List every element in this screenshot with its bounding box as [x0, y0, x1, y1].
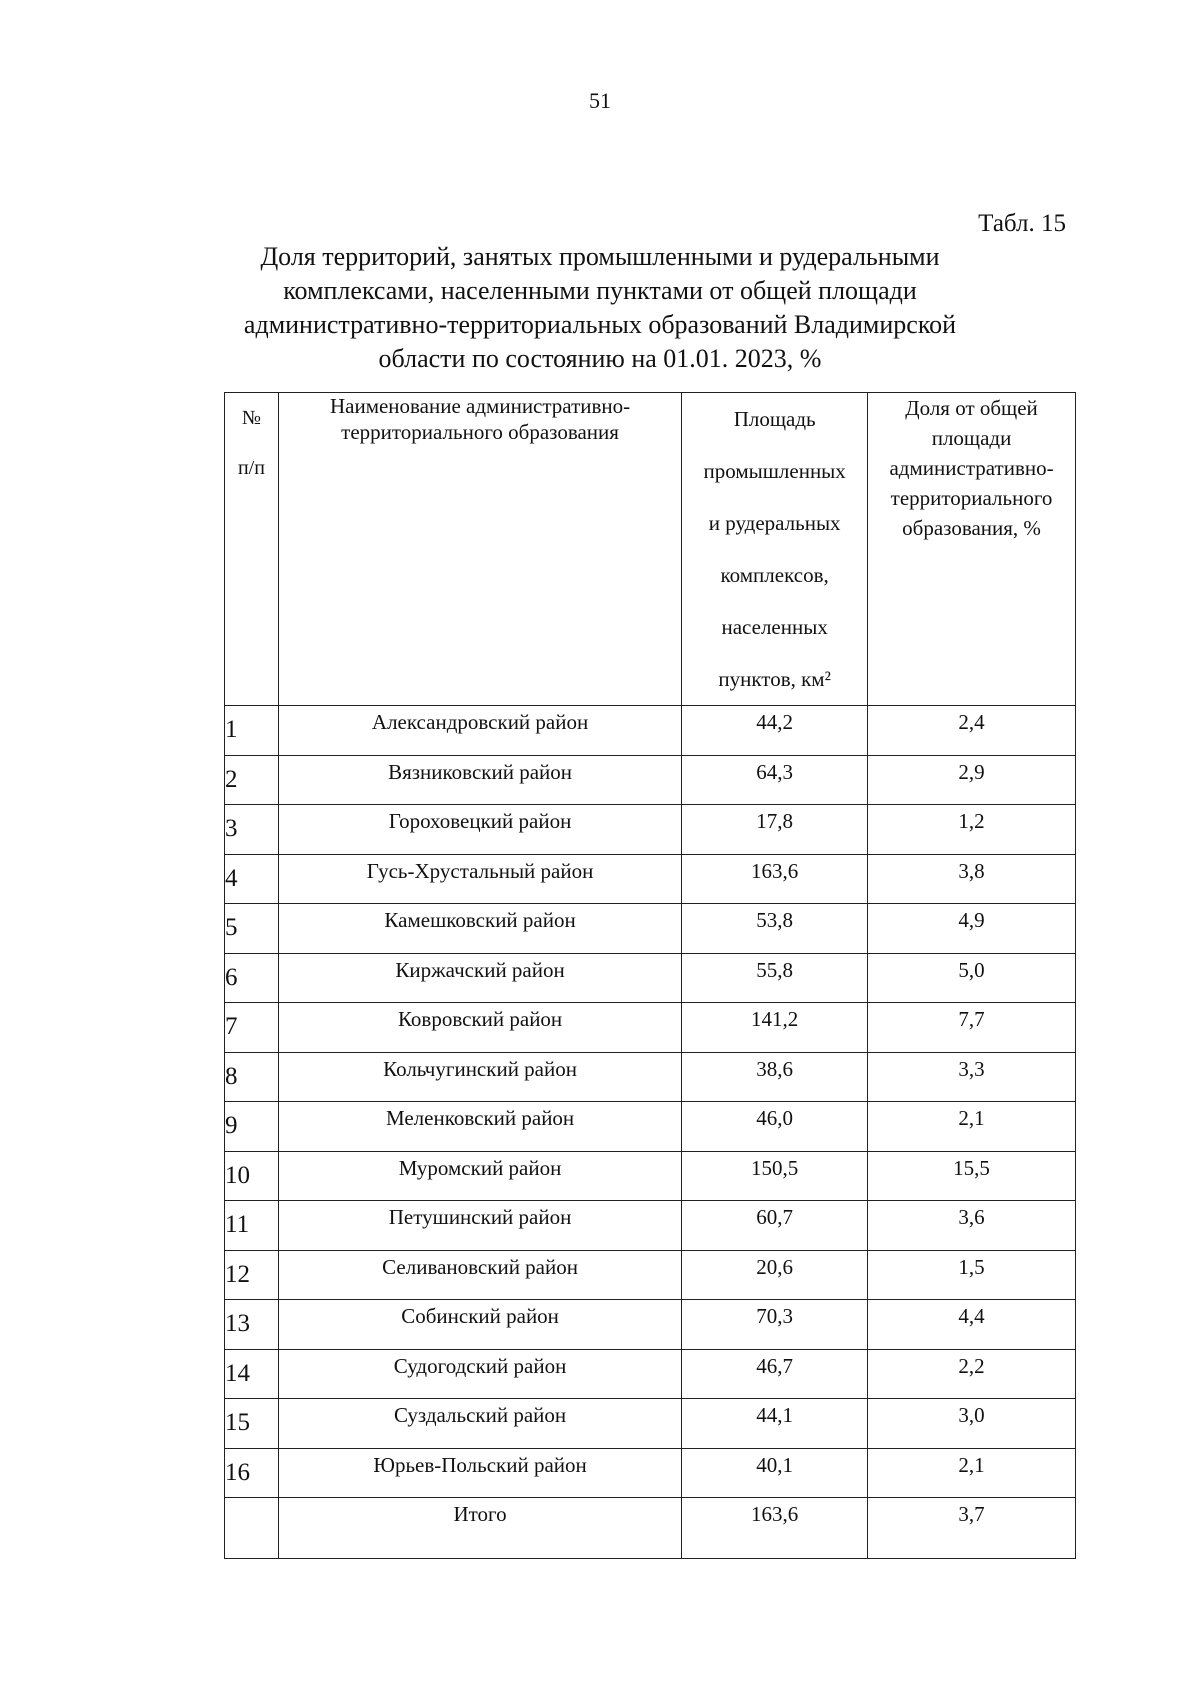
- row-name: Судогодский район: [278, 1349, 681, 1399]
- row-share: 3,3: [868, 1052, 1076, 1102]
- row-name: Гусь-Хрустальный район: [278, 854, 681, 904]
- table-row: [225, 1003, 1076, 1053]
- row-area: 40,1: [682, 1448, 868, 1498]
- total-label: Итого: [278, 1498, 681, 1559]
- table-row: [225, 1151, 1076, 1201]
- title-line: Доля территорий, занятых промышленными и рудеральными: [260, 242, 940, 271]
- row-number: 11: [225, 1201, 279, 1251]
- row-share: 5,0: [868, 953, 1076, 1003]
- row-name: Собинский район: [278, 1300, 681, 1350]
- header-number-line: п/п: [237, 457, 265, 479]
- row-share: 2,9: [868, 755, 1076, 805]
- row-name: Селивановский район: [278, 1250, 681, 1300]
- row-number: 4: [225, 854, 279, 904]
- row-share: 4,4: [868, 1300, 1076, 1350]
- header-share: [868, 393, 1076, 706]
- table-row: [225, 953, 1076, 1003]
- row-name: Ковровский район: [278, 1003, 681, 1053]
- data-table: [224, 392, 1076, 1559]
- row-area: 60,7: [682, 1201, 868, 1251]
- table-row: [225, 1201, 1076, 1251]
- title-line: административно-территориальных образований Владимирской: [243, 310, 957, 339]
- table-row: [225, 1399, 1076, 1449]
- row-name: Александровский район: [278, 706, 681, 756]
- row-name: Вязниковский район: [278, 755, 681, 805]
- row-share: 2,2: [868, 1349, 1076, 1399]
- row-number: 16: [225, 1448, 279, 1498]
- row-name: Меленковский район: [278, 1102, 681, 1152]
- table-total-row: [225, 1498, 1076, 1559]
- row-area: 17,8: [682, 805, 868, 855]
- table-row: [225, 1300, 1076, 1350]
- row-name: Муромский район: [278, 1151, 681, 1201]
- header-number-line: №: [241, 407, 261, 429]
- row-area: 38,6: [682, 1052, 868, 1102]
- header-share-line: образования, %: [902, 516, 1041, 540]
- row-number: 15: [225, 1399, 279, 1449]
- page-number: 51: [589, 88, 611, 113]
- header-name-line: территориального образования: [341, 420, 619, 444]
- row-share: 4,9: [868, 904, 1076, 954]
- row-area: 70,3: [682, 1300, 868, 1350]
- row-name: Гороховецкий район: [278, 805, 681, 855]
- table-row: [225, 805, 1076, 855]
- header-area-line: Площадь: [733, 407, 816, 431]
- table-label: Табл. 15: [978, 210, 1066, 237]
- row-number: 6: [225, 953, 279, 1003]
- header-area-line: пунктов, км²: [718, 667, 831, 691]
- header-number: [225, 393, 279, 706]
- total-area: 163,6: [682, 1498, 868, 1559]
- header-area-line: комплексов,: [720, 563, 829, 587]
- header-name: [278, 393, 681, 706]
- header-area-line: промышленных: [703, 459, 846, 483]
- row-number: 8: [225, 1052, 279, 1102]
- row-share: 1,5: [868, 1250, 1076, 1300]
- row-area: 44,1: [682, 1399, 868, 1449]
- row-number: 14: [225, 1349, 279, 1399]
- title-line: области по состоянию на 01.01. 2023, %: [378, 344, 822, 373]
- table-row: [225, 1250, 1076, 1300]
- row-name: Камешковский район: [278, 904, 681, 954]
- header-area: [682, 393, 868, 706]
- total-share: 3,7: [868, 1498, 1076, 1559]
- header-area-line: и рудеральных: [708, 511, 841, 535]
- row-area: 64,3: [682, 755, 868, 805]
- row-name: Юрьев-Польский район: [278, 1448, 681, 1498]
- row-share: 2,4: [868, 706, 1076, 756]
- table-row: [225, 1102, 1076, 1152]
- row-share: 1,2: [868, 805, 1076, 855]
- row-area: 55,8: [682, 953, 868, 1003]
- row-share: 3,8: [868, 854, 1076, 904]
- table-row: [225, 904, 1076, 954]
- row-share: 3,6: [868, 1201, 1076, 1251]
- header-share-line: площади: [931, 426, 1012, 450]
- row-share: 2,1: [868, 1102, 1076, 1152]
- row-number: 1: [225, 706, 279, 756]
- row-number: 5: [225, 904, 279, 954]
- table-title: [200, 240, 1000, 376]
- header-share-line: Доля от общей: [905, 396, 1038, 420]
- row-share: 2,1: [868, 1448, 1076, 1498]
- row-number: 3: [225, 805, 279, 855]
- row-number: 13: [225, 1300, 279, 1350]
- row-area: 163,6: [682, 854, 868, 904]
- table-row: [225, 1349, 1076, 1399]
- header-share-line: административно-: [889, 456, 1054, 480]
- total-number: [225, 1498, 279, 1559]
- row-share: 3,0: [868, 1399, 1076, 1449]
- row-area: 150,5: [682, 1151, 868, 1201]
- row-number: 9: [225, 1102, 279, 1152]
- table-row: [225, 1052, 1076, 1102]
- row-number: 10: [225, 1151, 279, 1201]
- row-number: 12: [225, 1250, 279, 1300]
- header-name-line: Наименование административно-: [329, 394, 631, 418]
- row-name: Петушинский район: [278, 1201, 681, 1251]
- row-area: 20,6: [682, 1250, 868, 1300]
- table-header-row: [225, 393, 1076, 706]
- table-row: [225, 755, 1076, 805]
- header-area-line: населенных: [721, 615, 828, 639]
- row-name: Киржачский район: [278, 953, 681, 1003]
- header-share-line: территориального: [890, 486, 1053, 510]
- row-number: 7: [225, 1003, 279, 1053]
- table-row: [225, 854, 1076, 904]
- row-area: 44,2: [682, 706, 868, 756]
- title-line: комплексами, населенными пунктами от общей площади: [283, 276, 917, 305]
- row-share: 7,7: [868, 1003, 1076, 1053]
- table-row: [225, 1448, 1076, 1498]
- row-area: 53,8: [682, 904, 868, 954]
- table-row: [225, 706, 1076, 756]
- row-area: 141,2: [682, 1003, 868, 1053]
- row-area: 46,0: [682, 1102, 868, 1152]
- row-share: 15,5: [868, 1151, 1076, 1201]
- row-name: Кольчугинский район: [278, 1052, 681, 1102]
- row-name: Суздальский район: [278, 1399, 681, 1449]
- row-area: 46,7: [682, 1349, 868, 1399]
- row-number: 2: [225, 755, 279, 805]
